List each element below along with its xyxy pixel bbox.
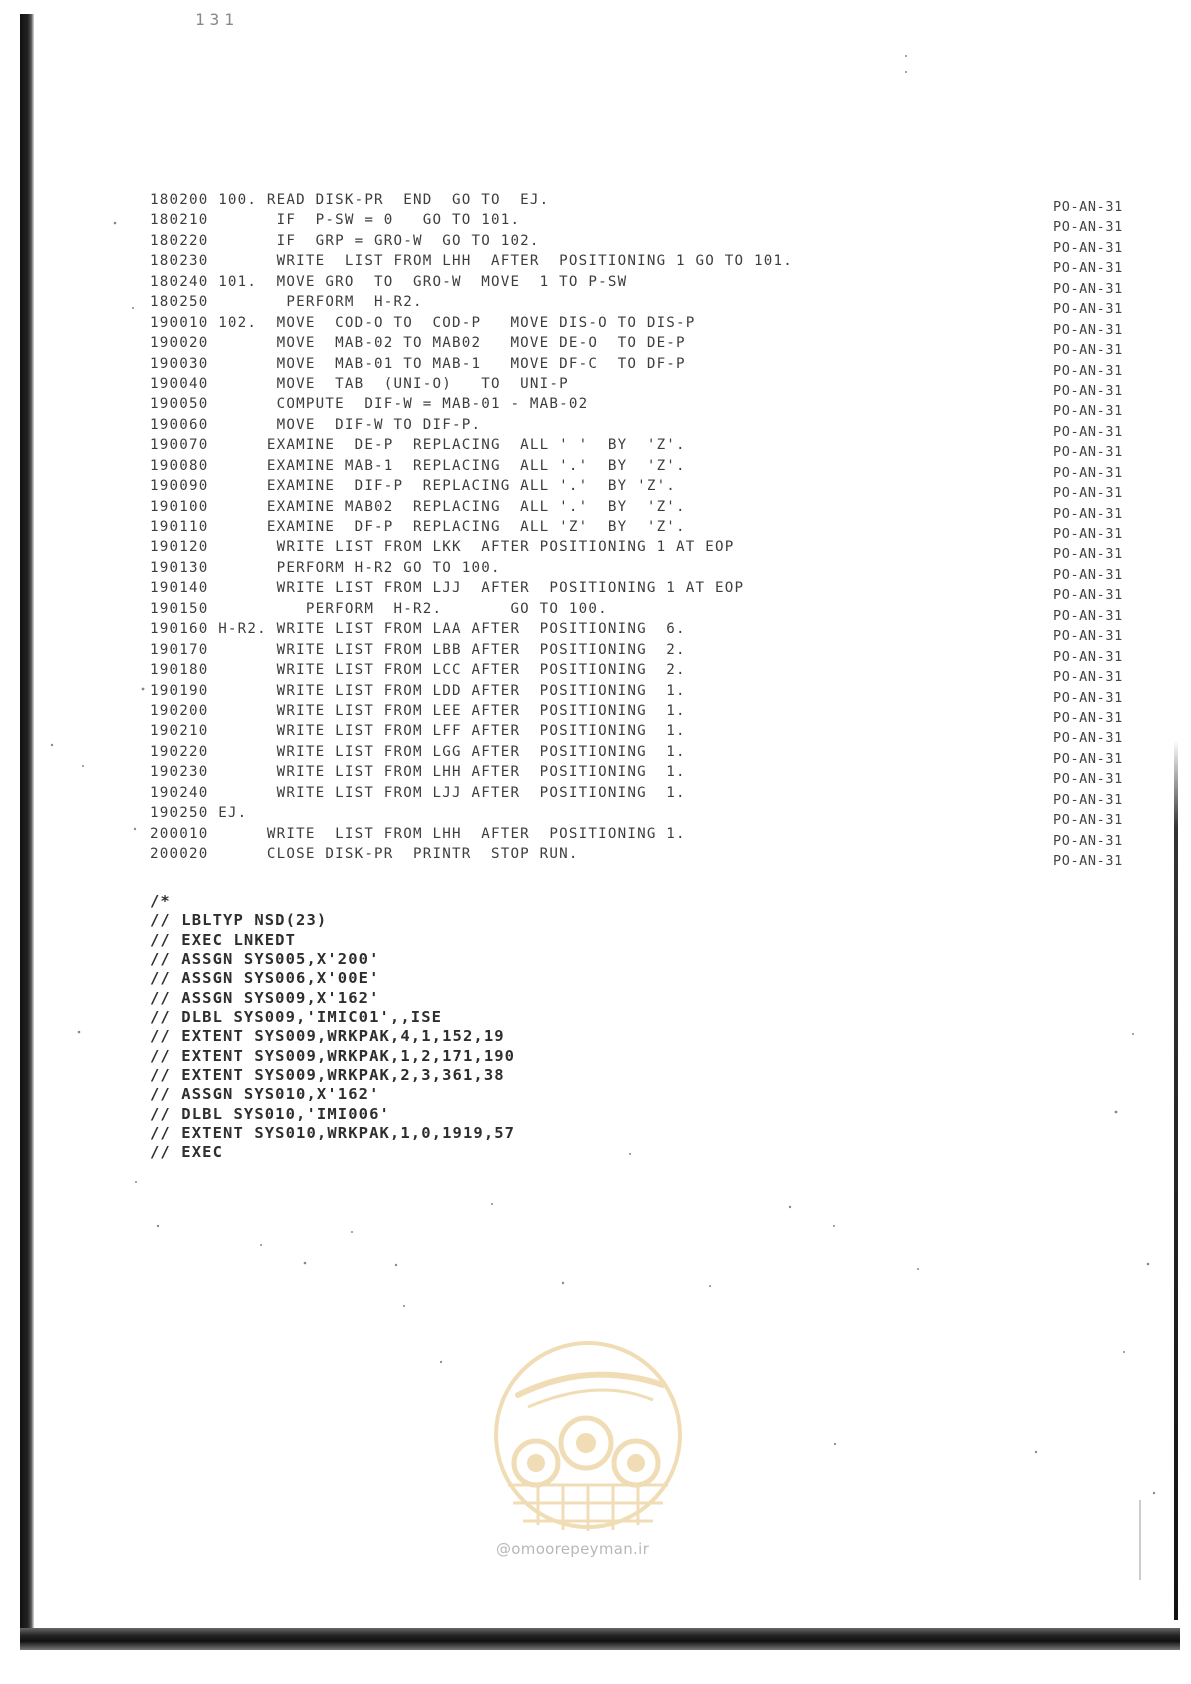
jcl-line: // LBLTYP NSD(23) (150, 911, 328, 930)
jcl-line: // ASSGN SYS006,X'00E' (150, 969, 380, 988)
listing-line: 190090 EXAMINE DIF-P REPLACING ALL '.' BY 'Z'. (150, 478, 677, 495)
listing-line: 190200 WRITE LIST FROM LEE AFTER POSITIONING 1. (150, 702, 686, 719)
sequence-tag: PO-AN-31 (1053, 791, 1123, 808)
listing-line: 180250 PERFORM H-R2. (150, 294, 423, 311)
sequence-tag: PO-AN-31 (1053, 546, 1123, 563)
listing-line: 180200 100. READ DISK-PR END GO TO EJ. (150, 192, 550, 208)
sequence-tag: PO-AN-31 (1053, 342, 1123, 359)
sequence-tag: PO-AN-31 (1053, 689, 1123, 706)
sequence-tag: PO-AN-31 (1053, 832, 1123, 849)
sequence-tag: PO-AN-31 (1053, 321, 1123, 338)
sequence-tag: PO-AN-31 (1053, 485, 1123, 502)
listing-line: 190170 WRITE LIST FROM LBB AFTER POSITIONING 2. (150, 641, 686, 658)
listing-line: 190180 WRITE LIST FROM LCC AFTER POSITIONING 2. (150, 662, 686, 679)
jcl-line: // ASSGN SYS009,X'162' (150, 988, 380, 1007)
jcl-line: /* (150, 892, 171, 910)
jcl-line: // EXTENT SYS009,WRKPAK,1,2,171,190 (150, 1046, 516, 1065)
sequence-tag: PO-AN-31 (1053, 464, 1123, 481)
listing-line: 190030 MOVE MAB-01 TO MAB-1 MOVE DF-C TO DF-P (150, 355, 686, 372)
sequence-tag: PO-AN-31 (1053, 444, 1123, 461)
listing-line: 190210 WRITE LIST FROM LFF AFTER POSITIONING 1. (150, 723, 686, 740)
jcl-line: // ASSGN SYS010,X'162' (150, 1085, 380, 1104)
jcl-line: // DLBL SYS010,'IMI006' (150, 1104, 390, 1123)
listing-line: 190220 WRITE LIST FROM LGG AFTER POSITIONING 1. (150, 743, 686, 760)
jcl-line: // EXEC LNKEDT (150, 930, 297, 949)
jcl-line: // EXTENT SYS009,WRKPAK,2,3,361,38 (150, 1066, 505, 1085)
listing-line: 190190 WRITE LIST FROM LDD AFTER POSITIONING 1. (150, 682, 686, 699)
sequence-tag: PO-AN-31 (1053, 526, 1123, 542)
listing-line: 190040 MOVE TAB (UNI-O) TO UNI-P (150, 375, 569, 392)
listing-line: 190080 EXAMINE MAB-1 REPLACING ALL '.' BY 'Z'. (150, 457, 686, 474)
listing-line: 190110 EXAMINE DF-P REPLACING ALL 'Z' BY 'Z'. (150, 519, 686, 535)
sequence-tag: PO-AN-31 (1053, 382, 1123, 399)
sequence-tag: PO-AN-31 (1053, 239, 1123, 256)
listing-line: 190050 COMPUTE DIF-W = MAB-01 - MAB-02 (150, 396, 589, 413)
jcl-line: // DLBL SYS009,'IMIC01',,ISE (150, 1008, 443, 1027)
listing-line: 180240 101. MOVE GRO TO GRO-W MOVE 1 TO P-SW (150, 273, 628, 290)
sequence-tag: PO-AN-31 (1053, 771, 1123, 788)
sequence-tag: PO-AN-31 (1053, 587, 1123, 604)
page-number: 131 (195, 10, 239, 29)
sequence-tag: PO-AN-31 (1053, 607, 1123, 624)
jcl-line: // ASSGN SYS005,X'200' (150, 950, 380, 969)
sequence-tag: PO-AN-31 (1053, 280, 1123, 297)
sequence-tag: PO-AN-31 (1053, 648, 1123, 665)
listing-line: 180210 IF P-SW = 0 GO TO 101. (150, 212, 521, 229)
sequence-tag: PO-AN-31 (1053, 423, 1123, 440)
listing-line: 190010 102. MOVE COD-O TO COD-P MOVE DIS-O TO DIS-P (150, 314, 696, 331)
sequence-tag: PO-AN-31 (1053, 403, 1123, 420)
listing-line: 190020 MOVE MAB-02 TO MAB02 MOVE DE-O TO DE-P (150, 335, 686, 352)
jcl-line: // EXEC (150, 1143, 224, 1162)
listing-line: 190060 MOVE DIF-W TO DIF-P. (150, 416, 482, 433)
sequence-tag: PO-AN-31 (1053, 301, 1123, 318)
listing-line: 190140 WRITE LIST FROM LJJ AFTER POSITIONING 1 AT EOP (150, 580, 745, 597)
listing-line: 190100 EXAMINE MAB02 REPLACING ALL '.' BY 'Z'. (150, 498, 686, 515)
omoorepeyman-seal-logo (478, 1325, 698, 1565)
listing-line: 190150 PERFORM H-R2. GO TO 100. (150, 600, 608, 617)
listing-line: 180230 WRITE LIST FROM LHH AFTER POSITIONING 1 GO TO 101. (150, 253, 793, 270)
jcl-line: // EXTENT SYS010,WRKPAK,1,0,1919,57 (150, 1124, 516, 1143)
listing-line: 190250 EJ. (150, 805, 248, 822)
listing-line: 190160 H-R2. WRITE LIST FROM LAA AFTER POSITIONING 6. (150, 621, 686, 638)
sequence-tag: PO-AN-31 (1053, 750, 1123, 767)
sequence-tag: PO-AN-31 (1053, 199, 1123, 215)
sequence-tag: PO-AN-31 (1053, 260, 1123, 277)
sequence-tag: PO-AN-31 (1053, 853, 1123, 869)
listing-line: 200020 CLOSE DISK-PR PRINTR STOP RUN. (150, 846, 579, 862)
listing-line: 190120 WRITE LIST FROM LKK AFTER POSITIONING 1 AT EOP (150, 539, 735, 556)
listing-line: 180220 IF GRP = GRO-W GO TO 102. (150, 232, 540, 249)
listing-line: 190230 WRITE LIST FROM LHH AFTER POSITIONING 1. (150, 764, 686, 781)
sequence-tag: PO-AN-31 (1053, 812, 1123, 829)
listing-line: 200010 WRITE LIST FROM LHH AFTER POSITIONING 1. (150, 825, 686, 842)
listing-line: 190130 PERFORM H-R2 GO TO 100. (150, 559, 501, 576)
sequence-tag: PO-AN-31 (1053, 730, 1123, 747)
sequence-tag: PO-AN-31 (1053, 709, 1123, 726)
sequence-tag: PO-AN-31 (1053, 362, 1123, 379)
sequence-tag: PO-AN-31 (1053, 669, 1123, 686)
sequence-tag: PO-AN-31 (1053, 566, 1123, 583)
sequence-tag: PO-AN-31 (1053, 628, 1123, 645)
jcl-line: // EXTENT SYS009,WRKPAK,4,1,152,19 (150, 1027, 505, 1046)
sequence-tag: PO-AN-31 (1053, 505, 1123, 522)
sequence-tag: PO-AN-31 (1053, 219, 1123, 236)
listing-line: 190070 EXAMINE DE-P REPLACING ALL ' ' BY 'Z'. (150, 437, 686, 454)
watermark-caption: @omoorepeyman.ir (496, 1540, 650, 1558)
listing-line: 190240 WRITE LIST FROM LJJ AFTER POSITIONING 1. (150, 784, 686, 801)
